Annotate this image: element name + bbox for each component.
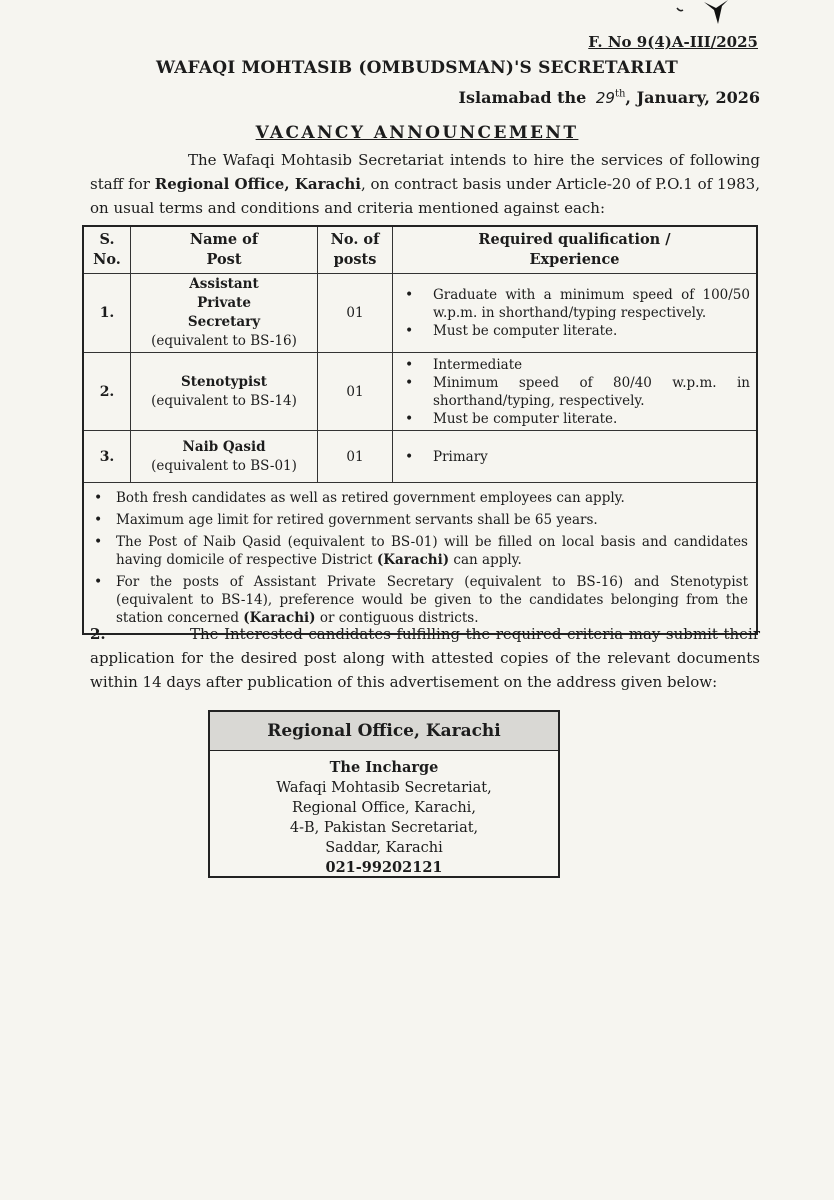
address-line: Saddar, Karachi [325, 840, 443, 856]
date-day-handwritten: 29 [595, 89, 615, 107]
date-suffix: th [614, 88, 626, 100]
list-item: • Primary [403, 448, 750, 466]
table-row [83, 274, 757, 353]
address-title: Regional Office, Karachi [210, 712, 558, 751]
row-posts: 01 [318, 353, 393, 431]
row-posts: 01 [318, 274, 393, 353]
table-row [83, 431, 757, 483]
row-qualification [393, 274, 758, 353]
list-item: • Must be computer literate. [403, 322, 750, 340]
header-qualification: Required qualification / Experience [393, 226, 758, 274]
row-post: Assistant Private Secretary (equivalent to BS-16) [131, 274, 318, 353]
list-item: • Intermediate [403, 356, 750, 374]
row-sno: 2. [83, 353, 131, 431]
row-post: Naib Qasid (equivalent to BS-01) [131, 431, 318, 483]
submission-paragraph [90, 622, 760, 694]
file-number: F. No 9(4)A-III/2025 [588, 33, 758, 51]
handwritten-mark [672, 0, 732, 26]
row-sno: 1. [83, 274, 131, 353]
row-post: Stenotypist (equivalent to BS-14) [131, 353, 318, 431]
list-item: • Graduate with a minimum speed of 100/50 w.p.m. in shorthand/typing respectively. [403, 286, 750, 322]
row-sno: 3. [83, 431, 131, 483]
row-qualification [393, 353, 758, 431]
header-name: Name of Post [131, 226, 318, 274]
notes-cell [83, 483, 757, 635]
intro-text-1: The Wafaqi Mohtasib Secretariat intends to hire the services of following staff for [90, 151, 760, 193]
list-item: • Minimum speed of 80/40 w.p.m. in shorthand/typing, respectively. [403, 374, 750, 410]
header-posts: No. of posts [318, 226, 393, 274]
intro-office: Regional Office, Karachi [154, 175, 361, 193]
address-body [210, 751, 558, 878]
notes-row [83, 483, 757, 635]
list-item: • Maximum age limit for retired government servants shall be 65 years. [90, 511, 748, 529]
page-title: VACANCY ANNOUNCEMENT [255, 123, 579, 143]
table-header-row [83, 226, 757, 274]
vacancy-table [82, 225, 758, 635]
date-line [459, 88, 760, 107]
paragraph-text: The Interested candidates fulfilling the required criteria may submit their application for the desired post along with attested copies of the relevant documents within 14 days after publication of this advertisement on the address given below: [90, 625, 760, 691]
address-recipient: The Incharge [329, 759, 439, 776]
intro-paragraph [90, 148, 760, 220]
list-item: • For the posts of Assistant Private Secretary (equivalent to BS-16) and Stenotypist (equivalent to BS-14), preference would be given to the candidates belonging from the station concerned (Karachi) or contiguous districts. [90, 573, 748, 627]
table-row [83, 353, 757, 431]
row-qualification [393, 431, 758, 483]
organization-title: WAFAQI MOHTASIB (OMBUDSMAN)'S SECRETARIAT [155, 58, 679, 78]
address-line: Wafaqi Mohtasib Secretariat, [276, 780, 492, 796]
paragraph-number: 2. [90, 625, 106, 643]
row-posts: 01 [318, 431, 393, 483]
address-box [208, 710, 560, 878]
address-line: 4-B, Pakistan Secretariat, [289, 820, 479, 836]
header-sno: S. No. [83, 226, 131, 274]
list-item: • The Post of Naib Qasid (equivalent to BS-01) will be filled on local basis and candidates having domicile of respective District (Karachi) can apply. [90, 533, 748, 569]
list-item: • Must be computer literate. [403, 410, 750, 428]
date-rest: , January, 2026 [625, 88, 760, 107]
intro-text-2: , on contract basis under Article-20 of P.O.1 of 1983, on usual terms and conditions and criteria mentioned against each: [90, 175, 760, 217]
date-prefix: Islamabad the [458, 88, 587, 107]
address-line: Regional Office, Karachi, [292, 800, 476, 816]
address-phone: 021-99202121 [325, 859, 443, 876]
list-item: • Both fresh candidates as well as retired government employees can apply. [90, 489, 748, 507]
